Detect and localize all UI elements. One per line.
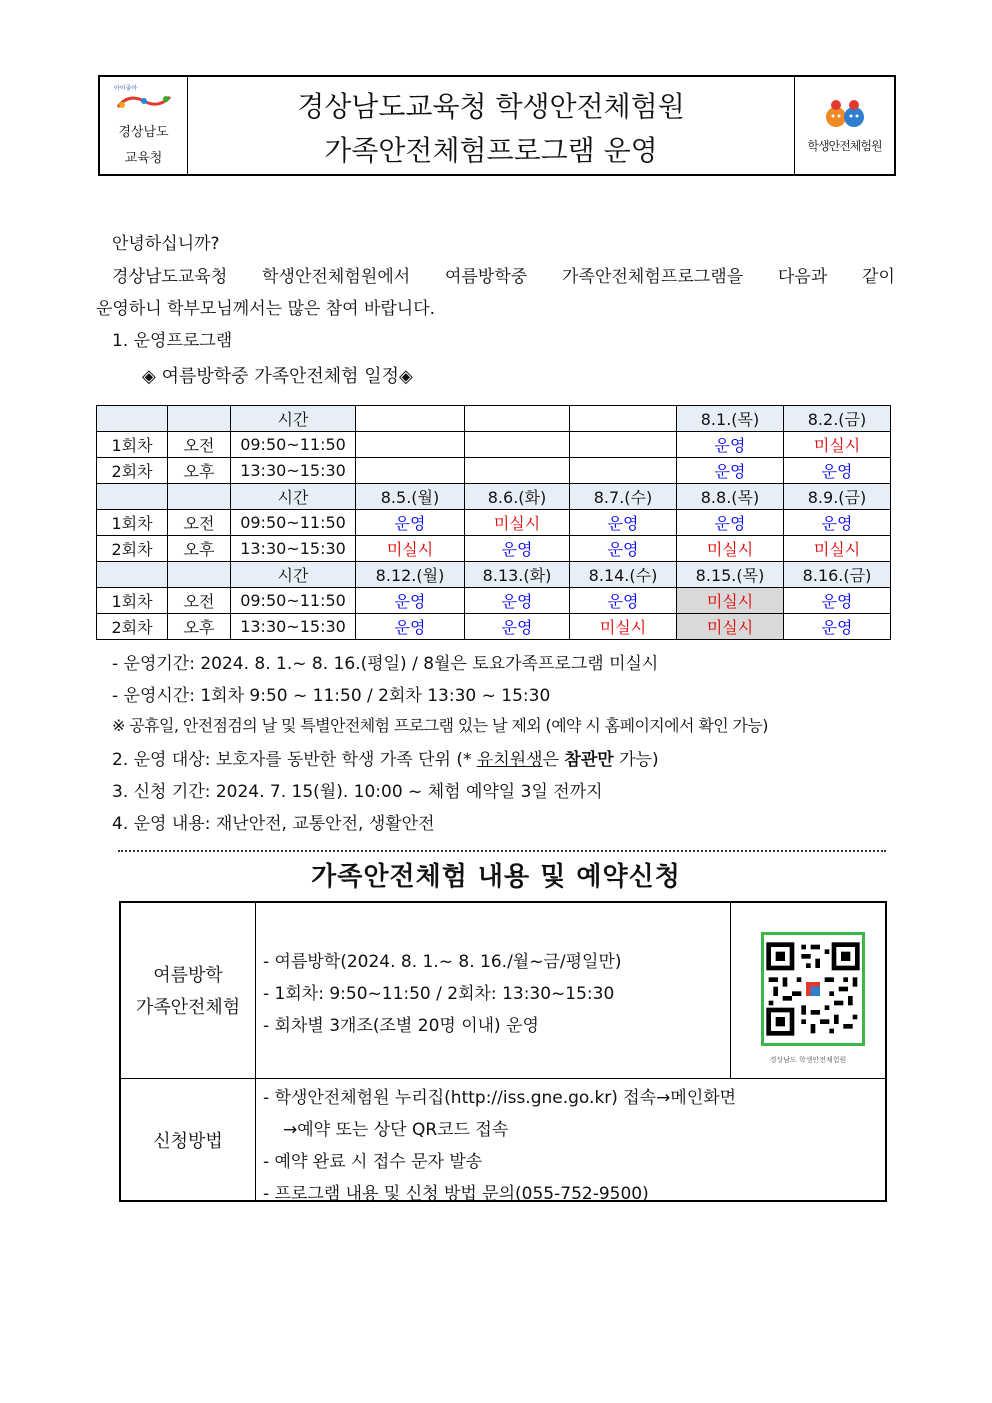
status-cell xyxy=(570,432,677,458)
document-title xyxy=(188,77,794,174)
qr-caption: 경상남도 학생안전체험원 xyxy=(769,1056,847,1064)
status-cell xyxy=(356,458,465,484)
date-header: 8.6.(화) xyxy=(465,484,570,510)
status-cell: 운영 xyxy=(570,510,677,536)
status-cell: 운영 xyxy=(570,588,677,614)
time-cell: 13:30~15:30 xyxy=(231,614,356,640)
period-cell: 오전 xyxy=(168,588,231,614)
center-name: 학생안전체험원 xyxy=(807,139,882,153)
date-header xyxy=(570,406,677,432)
schedule-header-row xyxy=(97,406,891,432)
status-cell xyxy=(356,432,465,458)
schedule-row xyxy=(97,588,891,614)
reservation-table xyxy=(119,901,887,1202)
time-cell: 09:50~11:50 xyxy=(231,510,356,536)
qr-code[interactable] xyxy=(761,932,865,1046)
org-name-line1: 경상남도 xyxy=(118,125,169,140)
period-cell: 오후 xyxy=(168,536,231,562)
apply-label-cell xyxy=(121,1078,256,1202)
date-header: 8.12.(월) xyxy=(356,562,465,588)
date-header xyxy=(356,406,465,432)
status-cell: 미실시 xyxy=(570,614,677,640)
session-cell: 1회차 xyxy=(97,432,168,458)
session-cell: 2회차 xyxy=(97,458,168,484)
holiday-status-cell: 미실시 xyxy=(677,614,784,640)
date-header: 8.13.(화) xyxy=(465,562,570,588)
section-program-heading: 1. 운영프로그램 xyxy=(112,331,233,351)
schedule-row xyxy=(97,458,891,484)
program-detail-line: - 1회차: 9:50~11:50 / 2회차: 13:30~15:30 xyxy=(263,984,615,1004)
period-cell: 오후 xyxy=(168,458,231,484)
status-cell: 운영 xyxy=(784,614,891,640)
greeting: 안녕하십니까? xyxy=(112,234,220,254)
status-cell: 미실시 xyxy=(784,536,891,562)
date-header: 8.7.(수) xyxy=(570,484,677,510)
schedule-table xyxy=(96,405,891,640)
apply-label: 신청방법 xyxy=(153,1131,223,1152)
status-cell: 운영 xyxy=(784,588,891,614)
date-header: 8.9.(금) xyxy=(784,484,891,510)
status-cell: 운영 xyxy=(784,510,891,536)
status-cell: 운영 xyxy=(465,588,570,614)
schedule-row xyxy=(97,536,891,562)
blank-cell xyxy=(97,484,168,510)
status-cell: 운영 xyxy=(356,614,465,640)
status-cell: 미실시 xyxy=(465,510,570,536)
note-apply-period: 3. 신청 기간: 2024. 7. 15(월). 10:00 ~ 체험 예약일 3일 전까지 xyxy=(112,782,603,802)
schedule-title: ◈ 여름방학중 가족안전체험 일정◈ xyxy=(142,366,413,387)
time-cell: 09:50~11:50 xyxy=(231,432,356,458)
session-cell: 1회차 xyxy=(97,510,168,536)
program-detail-line: - 회차별 3개조(조별 20명 이내) 운영 xyxy=(263,1016,539,1036)
time-cell: 09:50~11:50 xyxy=(231,588,356,614)
reservation-title: 가족안전체험 내용 및 예약신청 xyxy=(311,862,681,892)
qr-cell xyxy=(730,903,885,1078)
schedule-row xyxy=(97,614,891,640)
status-cell xyxy=(570,458,677,484)
schedule-row xyxy=(97,432,891,458)
status-cell: 미실시 xyxy=(356,536,465,562)
program-label-line1: 여름방학 xyxy=(153,965,223,986)
date-header: 8.2.(금) xyxy=(784,406,891,432)
status-cell: 운영 xyxy=(356,588,465,614)
intro-body-line2: 운영하니 학부모님께서는 많은 참여 바랍니다. xyxy=(96,299,436,319)
schedule-header-row xyxy=(97,562,891,588)
status-cell: 운영 xyxy=(784,458,891,484)
apply-detail-line: - 학생안전체험원 누리집(http://iss.gne.go.kr) 접속→메인화면 xyxy=(263,1088,737,1108)
date-header: 8.5.(월) xyxy=(356,484,465,510)
program-detail-line: - 여름방학(2024. 8. 1.~ 8. 16./월~금/평일만) xyxy=(263,952,622,972)
dotted-divider xyxy=(118,850,886,852)
status-cell: 미실시 xyxy=(784,432,891,458)
schedule-row xyxy=(97,510,891,536)
note-target-bold: 참관만 xyxy=(564,750,614,770)
program-label-line2: 가족안전체험 xyxy=(135,997,241,1018)
schedule-header-row xyxy=(97,484,891,510)
note-target-kinder: 유치원생 xyxy=(476,750,543,770)
date-header: 8.1.(목) xyxy=(677,406,784,432)
note-period: - 운영기간: 2024. 8. 1.~ 8. 16.(평일) / 8월은 토요가족프로그램 미실시 xyxy=(112,654,659,674)
program-label-cell xyxy=(121,903,256,1078)
apply-detail-line: - 예약 완료 시 접수 문자 발송 xyxy=(263,1152,483,1172)
time-header: 시간 xyxy=(231,484,356,510)
status-cell: 운영 xyxy=(677,432,784,458)
time-cell: 13:30~15:30 xyxy=(231,536,356,562)
org-name-line2: 교육청 xyxy=(124,151,163,166)
document-header xyxy=(98,75,896,176)
status-cell: 운영 xyxy=(570,536,677,562)
session-cell: 2회차 xyxy=(97,614,168,640)
date-header: 8.15.(목) xyxy=(677,562,784,588)
status-cell xyxy=(465,458,570,484)
note-target-prefix: 2. 운영 대상: 보호자를 동반한 학생 가족 단위 (* xyxy=(112,750,477,770)
session-cell: 1회차 xyxy=(97,588,168,614)
blank-cell xyxy=(97,562,168,588)
note-target-suffix: 가능) xyxy=(613,750,659,770)
qr-code-icon xyxy=(764,935,862,1043)
session-cell: 2회차 xyxy=(97,536,168,562)
blank-cell xyxy=(97,406,168,432)
time-cell: 13:30~15:30 xyxy=(231,458,356,484)
blank-cell xyxy=(168,484,231,510)
note-hours: - 운영시간: 1회차 9:50 ~ 11:50 / 2회차 13:30 ~ 15:30 xyxy=(112,686,551,706)
apply-contact-line: - 프로그램 내용 및 신청 방법 문의(055-752-9500) xyxy=(263,1184,649,1204)
date-header xyxy=(465,406,570,432)
note-contents: 4. 운영 내용: 재난안전, 교통안전, 생활안전 xyxy=(112,814,435,834)
status-cell: 운영 xyxy=(677,510,784,536)
status-cell: 운영 xyxy=(356,510,465,536)
date-header: 8.16.(금) xyxy=(784,562,891,588)
org-logo-text: 아이좋아 xyxy=(114,85,138,92)
period-cell: 오전 xyxy=(168,510,231,536)
period-cell: 오후 xyxy=(168,614,231,640)
note-target-mid: 은 xyxy=(542,750,565,770)
center-logo-cell xyxy=(794,77,894,174)
mascot-icon xyxy=(821,97,869,131)
date-header: 8.14.(수) xyxy=(570,562,677,588)
org-logo-cell xyxy=(100,77,188,174)
holiday-status-cell: 미실시 xyxy=(677,588,784,614)
time-header: 시간 xyxy=(231,406,356,432)
blank-cell xyxy=(168,406,231,432)
period-cell: 오전 xyxy=(168,432,231,458)
apply-detail-line: →예약 또는 상단 QR코드 접속 xyxy=(283,1120,509,1140)
status-cell: 운영 xyxy=(677,458,784,484)
note-target xyxy=(112,745,659,770)
title-line2: 가족안전체험프로그램 운영 xyxy=(324,134,658,167)
date-header: 8.8.(목) xyxy=(677,484,784,510)
title-line1: 경상남도교육청 학생안전체험원 xyxy=(297,90,685,123)
status-cell xyxy=(465,432,570,458)
blank-cell xyxy=(168,562,231,588)
status-cell: 운영 xyxy=(465,614,570,640)
intro-body-line1: 경상남도교육청 학생안전체험원에서 여름방학중 가족안전체험프로그램을 다음과 같이 xyxy=(112,267,895,287)
status-cell: 운영 xyxy=(465,536,570,562)
note-exclusion: ※ 공휴일, 안전점검의 날 및 특별안전체험 프로그램 있는 날 제외 (예약 시 홈페이지에서 확인 가능) xyxy=(112,716,768,735)
time-header: 시간 xyxy=(231,562,356,588)
status-cell: 미실시 xyxy=(677,536,784,562)
